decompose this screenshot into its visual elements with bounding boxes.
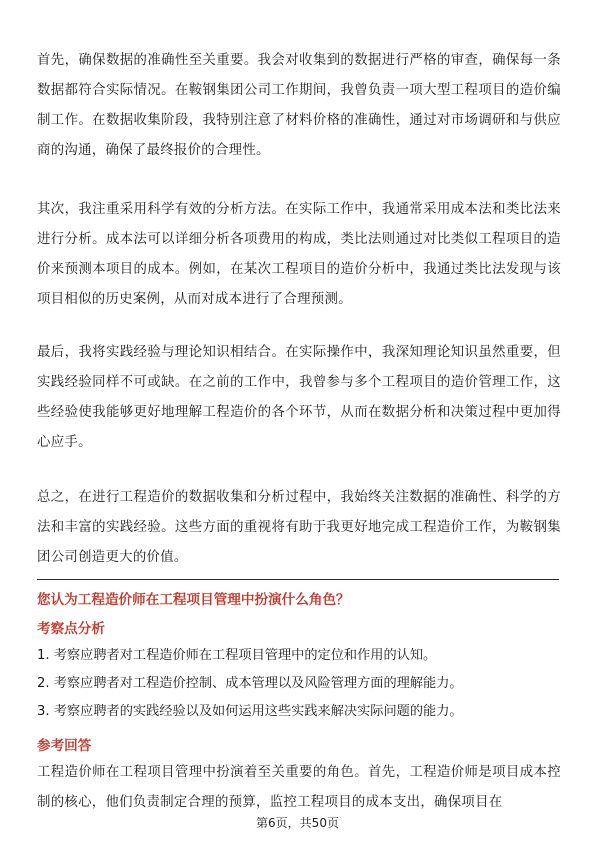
answer-text: 工程造价师在工程项目管理中扮演着至关重要的角色。首先，工程造价师是项目成本控制的核心，他们负责制定合理的预算，监控工程项目的成本支出，确保项目在 [37, 765, 561, 810]
paragraph-summary: 总之，在进行工程造价的数据收集和分析过程中，我始终关注数据的准确性、科学的方法和丰富的实践经验。这些方面的重视将有助于我更好地完成工程造价工作，为鞍钢集团公司创造更大的价值。 [37, 490, 561, 565]
analysis-point: 2. 考察应聘者对工程造价控制、成本管理以及风险管理方面的理解能力。 [37, 676, 463, 691]
paragraph-data-accuracy: 首先，确保数据的准确性至关重要。我会对收集到的数据进行严格的审查，确保每一条数据都符合实际情况。在鞍钢集团公司工作期间，我曾负责一项大型工程项目的造价编制工作。在数据收集阶段，我特别注意了材料价格的准确性，通过对市场调研和与供应商的沟通，确保了最终报价的合理性。 [37, 53, 561, 158]
analysis-heading: 考察点分析 [37, 621, 105, 637]
interview-question: 您认为工程造价师在工程项目管理中扮演什么角色？ [37, 592, 350, 608]
analysis-point: 3. 考察应聘者的实践经验以及如何运用这些实践来解决实际问题的能力。 [37, 704, 463, 719]
page-number: 第6页，共50页 [256, 816, 339, 830]
paragraph-analysis-methods: 其次，我注重采用科学有效的分析方法。在实际工作中，我通常采用成本法和类比法来进行分析。成本法可以详细分析各项费用的构成，类比法则通过对比类似工程项目的造价来预测本项目的成本。例如，在某次工程项目的造价分析中，我通过类比法发现与该项目相似的历史案例，从而对成本进行了合理预测。 [37, 202, 561, 307]
answer-heading: 参考回答 [37, 738, 92, 754]
section-divider [37, 579, 559, 580]
analysis-point: 1. 考察应聘者对工程造价师在工程项目管理中的定位和作用的认知。 [37, 648, 437, 663]
paragraph-practice-theory: 最后，我将实践经验与理论知识相结合。在实际操作中，我深知理论知识虽然重要，但实践经验同样不可或缺。在之前的工作中，我曾参与多个工程项目的造价管理工作，这些经验使我能够更好地理解工程造价的各个环节，从而在数据分析和决策过程中更加得心应手。 [37, 345, 561, 450]
